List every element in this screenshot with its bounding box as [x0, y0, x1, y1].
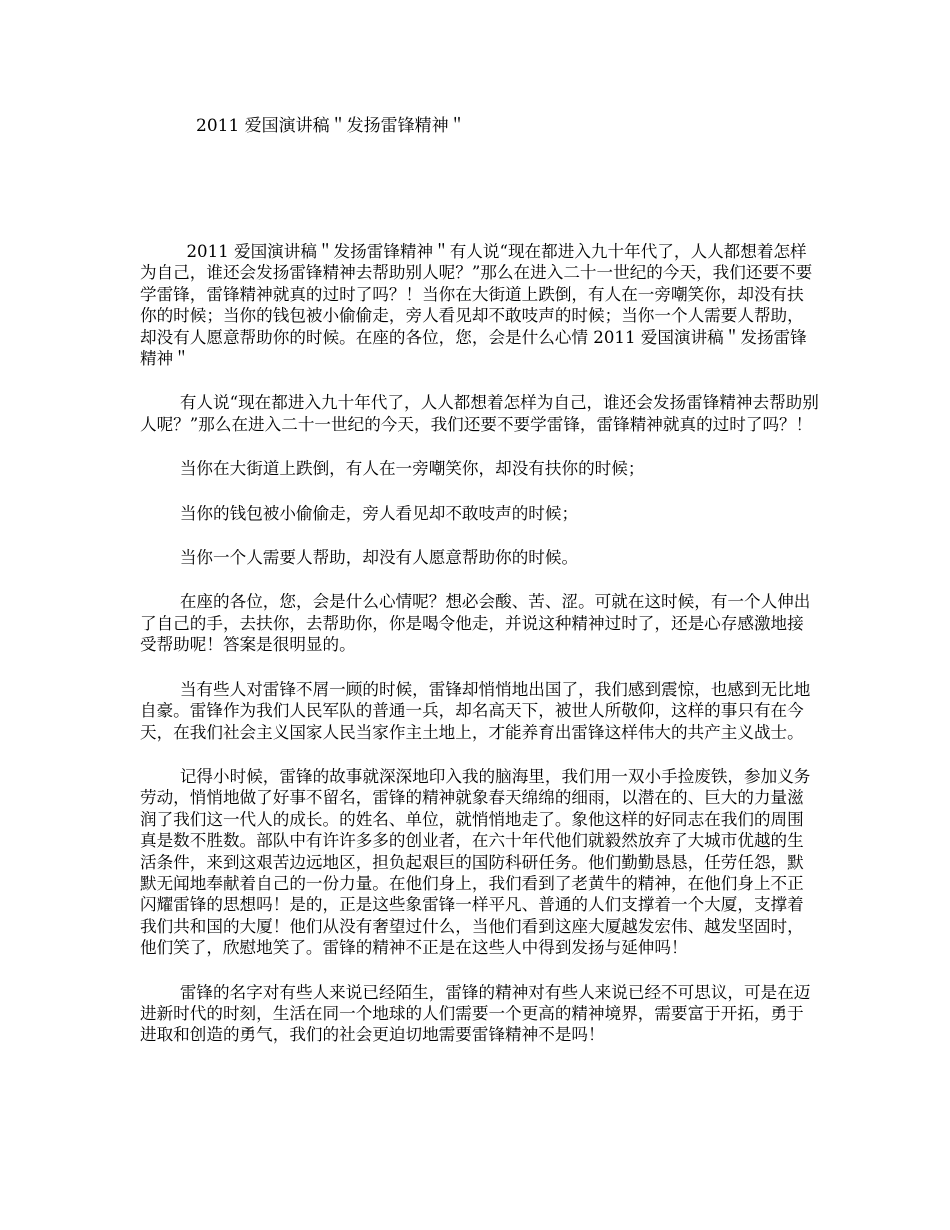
paragraph: 记得小时候，雷锋的故事就深深地印入我的脑海里，我们用一双小手捡废铁，参加义务劳动，悄悄地做了好事不留名，雷锋的精神就象春天绵绵的细雨，以潜在的、巨大的力量滋润了我们这一代人的成长。的姓名、单位，就悄悄地走了。象他这样的好同志在我们的周围真是数不胜数。部队中有许许多多的创业者，在六十年代他们就毅然放弃了大城市优越的生活条件，来到这艰苦边远地区，担负起艰巨的国防科研任务。他们勤勤恳恳，任劳任怨，默默无闻地奉献着自己的一份力量。在他们身上，我们看到了老黄牛的精神，在他们身上不正闪耀雷锋的思想吗！是的，正是这些象雷锋一样平凡、普通的人们支撑着一个大厦，支撑着我们共和国的大厦！他们从没有奢望过什么，当他们看到这座大厦越发宏伟、越发坚固时，他们笑了，欣慰地笑了。雷锋的精神不正是在这些人中得到发扬与延伸吗！	[140, 766, 811, 958]
document-title: 2011 爱国演讲稿＂发扬雷锋精神＂	[196, 116, 466, 136]
paragraph: 有人说“现在都进入九十年代了，人人都想着怎样为自己，谁还会发扬雷锋精神去帮助别人呢？”那么在进入二十一世纪的今天，我们还要不要学雷锋，雷锋精神就真的过时了吗？！	[140, 393, 819, 434]
document-body	[140, 241, 820, 1069]
paragraph: 当你的钱包被小偷偷走，旁人看见却不敢吱声的时候；	[179, 503, 579, 523]
paragraph: 当有些人对雷锋不屑一顾的时候，雷锋却悄悄地出国了，我们感到震惊，也感到无比地自豪。雷锋作为我们人民军队的普通一兵，却名高天下，被世人所敬仰，这样的事只有在今天，在我们社会主义国家人民当家作主土地上，才能养育出雷锋这样伟大的共产主义战士。	[140, 679, 811, 742]
paragraph: 雷锋的名字对有些人来说已经陌生，雷锋的精神对有些人来说已经不可思议，可是在迈进新时代的时刻，生活在同一个地球的人们需要一个更高的精神境界，需要富于开拓，勇于进取和创造的勇气，我们的社会更迫切地需要雷锋精神不是吗！	[140, 982, 811, 1045]
paragraph: 当你在大街道上跌倒，有人在一旁嘲笑你，却没有扶你的时候；	[179, 459, 645, 479]
paragraph: 在座的各位，您，会是什么心情呢？想必会酸、苦、涩。可就在这时候，有一个人伸出了自己的手，去扶你，去帮助你，你是喝令他走，并说这种精神过时了，还是心存感激地接受帮助呢！答案是很明显的。	[140, 592, 811, 655]
paragraph-intro: 2011 爱国演讲稿＂发扬雷锋精神＂有人说“现在都进入九十年代了，人人都想着怎样为自己，谁还会发扬雷锋精神去帮助别人呢？”那么在进入二十一世纪的今天，我们还要不要学雷锋，雷锋精神就真的过时了吗？！当你在大街道上跌倒，有人在一旁嘲笑你，却没有扶你的时候；当你的钱包被小偷偷走，旁人看见却不敢吱声的时候；当你一个人需要人帮助，却没有人愿意帮助你的时候。在座的各位，您，会是什么心情 2011 爱国演讲稿＂发扬雷锋精神＂	[140, 242, 813, 369]
paragraph: 当你一个人需要人帮助，却没有人愿意帮助你的时候。	[179, 548, 579, 568]
